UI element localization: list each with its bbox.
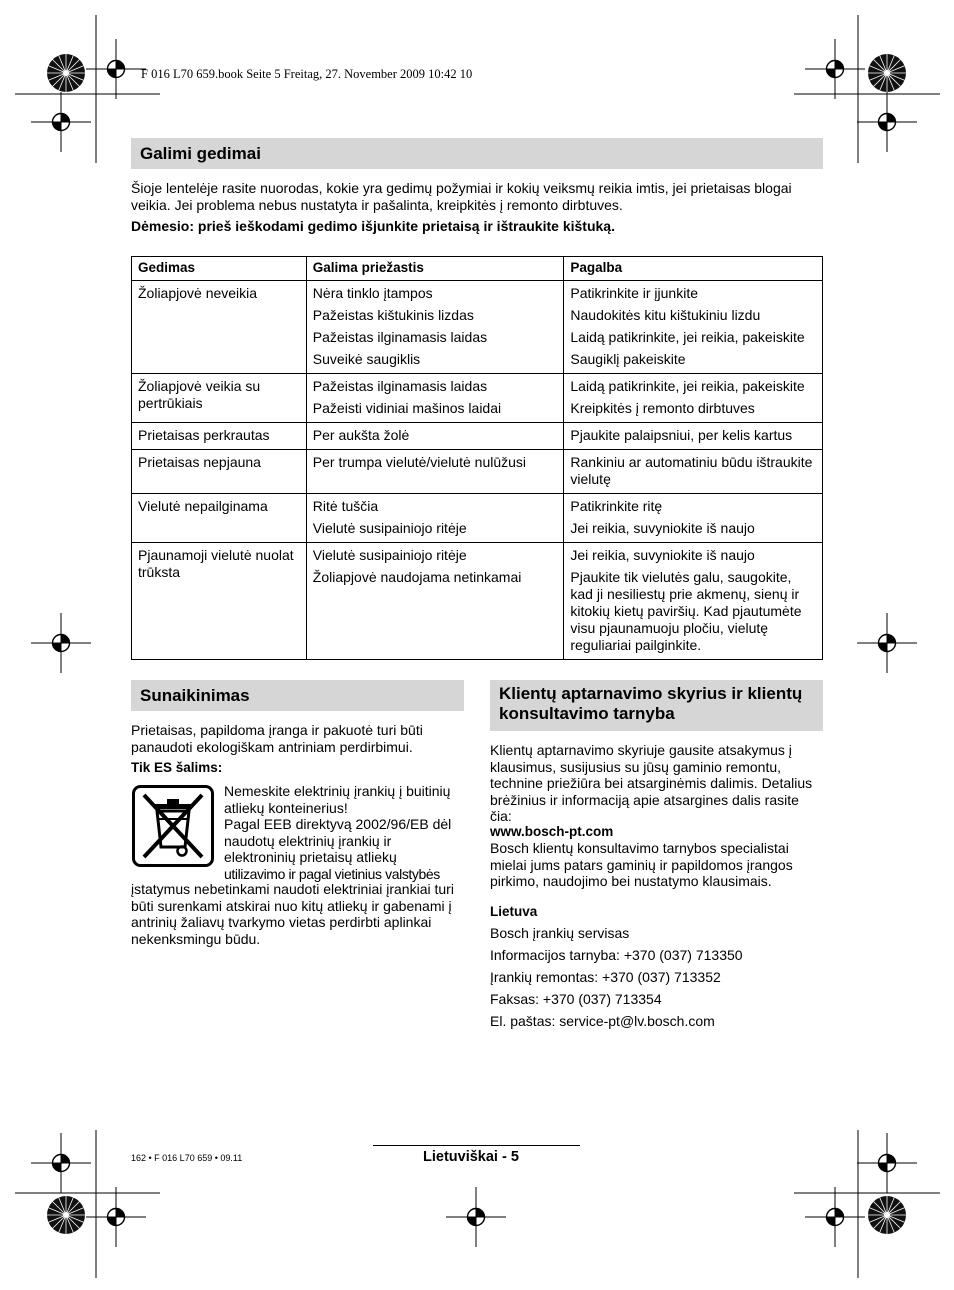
- cause-cell: [306, 281, 564, 374]
- disposal-rest: įstatymus nebetinkami naudoti elektriniai įrankiai turi būti surenkami atskirai nuo kitų atliekų ir gabenami į antrinių žaliavų tvarkymo vietas perdirbti aplinkai nekenksmingu būdu.: [131, 881, 454, 947]
- table-row: [132, 281, 823, 374]
- remedy-cell-line: Naudokitės kitu kištukiniu lizdu: [570, 307, 761, 323]
- no-household-waste-note: Nemeskite elektrinių įrankių į buitinių atliekų konteinerius!: [224, 783, 451, 816]
- troubleshooting-heading: [131, 138, 823, 169]
- contact-line: Faksas: +370 (037) 713354: [490, 991, 662, 1007]
- contact-line: Informacijos tarnyba: +370 (037) 713350: [490, 947, 743, 963]
- remedy-cell-line: Laidą patikrinkite, jei reikia, pakeiskite: [570, 329, 805, 345]
- troubleshooting-intro: Šioje lentelėje rasite nuorodas, kokie yra gedimų požymiai ir kokių veiksmų reikia imtis, jei prietaisas blogai veikia. Jei problema nebus nustatyta ir pašalinta, kreipkitės į remonto dirbtuves.: [131, 180, 792, 213]
- column-header: Galima priežastis: [306, 257, 564, 281]
- contact-line: El. paštas: service-pt@lv.bosch.com: [490, 1013, 715, 1029]
- directive-line: Pagal EEB direktyvą 2002/96/EB dėl: [224, 816, 452, 832]
- directive-line: utilizavimo ir pagal vietinius valstybės: [224, 865, 440, 882]
- service-heading: [490, 680, 823, 731]
- cause-cell: [306, 450, 564, 494]
- cause-cell-line: Pažeistas ilginamasis laidas: [312, 329, 488, 345]
- cause-cell-line: Per trumpa vielutė/vielutė nulūžusi: [312, 454, 527, 470]
- remedy-cell-line: Rankiniu ar automatiniu būdu ištraukite vielutę: [570, 454, 813, 487]
- remedy-cell-line: Laidą patikrinkite, jei reikia, pakeiskite: [570, 378, 805, 394]
- disposal-intro: Prietaisas, papildoma įranga ir pakuotė turi būti panaudoti ekologiškam antriniam perdirbimui.: [131, 722, 423, 755]
- cause-cell-line: Suveikė saugiklis: [312, 351, 421, 367]
- footer-doc-code: 162 • F 016 L70 659 • 09.11: [131, 1153, 243, 1163]
- fault-cell: [132, 281, 307, 374]
- fault-cell-text: Vielutė nepailginama: [138, 498, 268, 514]
- fault-cell-text: Žoliapjovė veikia su pertrūkiais: [138, 378, 261, 411]
- contact-list: [490, 925, 824, 1035]
- cause-cell: [306, 423, 564, 450]
- cause-cell-line: Pažeisti vidiniai mašinos laidai: [312, 400, 502, 416]
- footer-rule: [373, 1145, 580, 1146]
- cause-cell-line: Pažeistas ilginamasis laidas: [312, 378, 488, 394]
- remedy-cell: [564, 450, 823, 494]
- fault-cell: [132, 423, 307, 450]
- remedy-cell-line: Jei reikia, suvyniokite iš naujo: [570, 520, 755, 536]
- table-row: [132, 450, 823, 494]
- cause-cell: [306, 494, 564, 543]
- table-row: [132, 543, 823, 660]
- fault-table: [131, 256, 823, 660]
- cause-cell-line: Nėra tinklo įtampos: [312, 285, 433, 301]
- contact-line: Bosch įrankių servisas: [490, 925, 630, 941]
- cause-cell: [306, 374, 564, 423]
- table-header-row: [132, 257, 823, 281]
- fault-cell-text: Prietaisas nepjauna: [138, 454, 261, 470]
- cause-cell-line: Per aukšta žolė: [312, 427, 410, 443]
- remedy-cell: [564, 374, 823, 423]
- directive-text: [224, 816, 468, 882]
- table-row: [132, 374, 823, 423]
- disposal-title: Sunaikinimas: [140, 686, 250, 705]
- column-header: Pagalba: [564, 257, 823, 281]
- cause-cell-line: Vielutė susipainiojo ritėje: [312, 547, 467, 563]
- fault-cell: [132, 450, 307, 494]
- footer-page-label: Lietuviškai - 5: [423, 1149, 519, 1165]
- directive-line: naudotų elektrinių įrankių ir: [224, 832, 392, 849]
- remedy-cell-line: Pjaukite palaipsniui, per kelis kartus: [570, 427, 793, 443]
- table-row: [132, 494, 823, 543]
- table-row: [132, 423, 823, 450]
- contact-line: Įrankių remontas: +370 (037) 713352: [490, 969, 721, 985]
- cause-cell-line: Žoliapjovė naudojama netinkamai: [312, 569, 522, 585]
- cause-cell-line: Pažeistas kištukinis lizdas: [312, 307, 474, 323]
- cause-cell: [306, 543, 564, 660]
- fault-cell-text: Pjaunamoji vielutė nuolat trūksta: [138, 547, 294, 580]
- cause-cell-line: Ritė tuščia: [312, 498, 379, 514]
- troubleshooting-warning: Dėmesio: prieš ieškodami gedimo išjunkite prietaisą ir ištraukite kištuką.: [131, 218, 615, 234]
- fault-cell-text: Žoliapjovė neveikia: [138, 285, 258, 301]
- crossed-out-wheelie-bin-icon: [132, 785, 214, 867]
- remedy-cell-line: Patikrinkite ir įjunkite: [570, 285, 698, 301]
- service-title: Klientų aptarnavimo skyrius ir klientų konsultavimo tarnyba: [499, 684, 803, 723]
- remedy-cell: [564, 494, 823, 543]
- service-paragraph-1: Klientų aptarnavimo skyriuje gausite atsakymus į klausimus, susijusius su jūsų gaminio remontu, technine priežiūra bei atsarginėmis dalimis. Detalius brėžinius ir informaciją apie atsargines dalis rasite čia:: [490, 742, 813, 824]
- directive-line: elektroninių prietaisų atliekų: [224, 849, 397, 865]
- remedy-cell: [564, 281, 823, 374]
- remedy-cell-line: Patikrinkite ritę: [570, 498, 663, 514]
- remedy-cell: [564, 543, 823, 660]
- country-label: Lietuva: [490, 904, 538, 919]
- service-paragraph-2: Bosch klientų konsultavimo tarnybos specialistai mielai jums patars gaminių ir papildomos įrangos pirkimo, naudojimo bei nustatymo klausimais.: [490, 840, 793, 889]
- eu-only-label: Tik ES šalims:: [131, 760, 223, 775]
- troubleshooting-title: Galimi gedimai: [140, 144, 261, 163]
- fault-cell: [132, 374, 307, 423]
- remedy-cell-line: Pjaukite tik vielutės galu, saugokite, kad ji nesiliestų prie akmenų, sienų ir kitokių kietų paviršių. Kad pjautumėte visu pjaunamuoju pločiu, vielutę reguliariai pailginkite.: [570, 569, 802, 653]
- fault-cell: [132, 494, 307, 543]
- remedy-cell-line: Saugiklį pakeiskite: [570, 351, 686, 367]
- fault-cell: [132, 543, 307, 660]
- cause-cell-line: Vielutė susipainiojo ritėje: [312, 520, 467, 536]
- remedy-cell-line: Kreipkitės į remonto dirbtuves: [570, 400, 755, 416]
- remedy-cell: [564, 423, 823, 450]
- bosch-website-link[interactable]: www.bosch-pt.com: [490, 824, 614, 839]
- fault-cell-text: Prietaisas perkrautas: [138, 427, 270, 443]
- column-header: Gedimas: [132, 257, 307, 281]
- remedy-cell-line: Jei reikia, suvyniokite iš naujo: [570, 547, 755, 563]
- disposal-heading: [131, 680, 464, 711]
- print-header: F 016 L70 659.book Seite 5 Freitag, 27. November 2009 10:42 10: [141, 67, 473, 81]
